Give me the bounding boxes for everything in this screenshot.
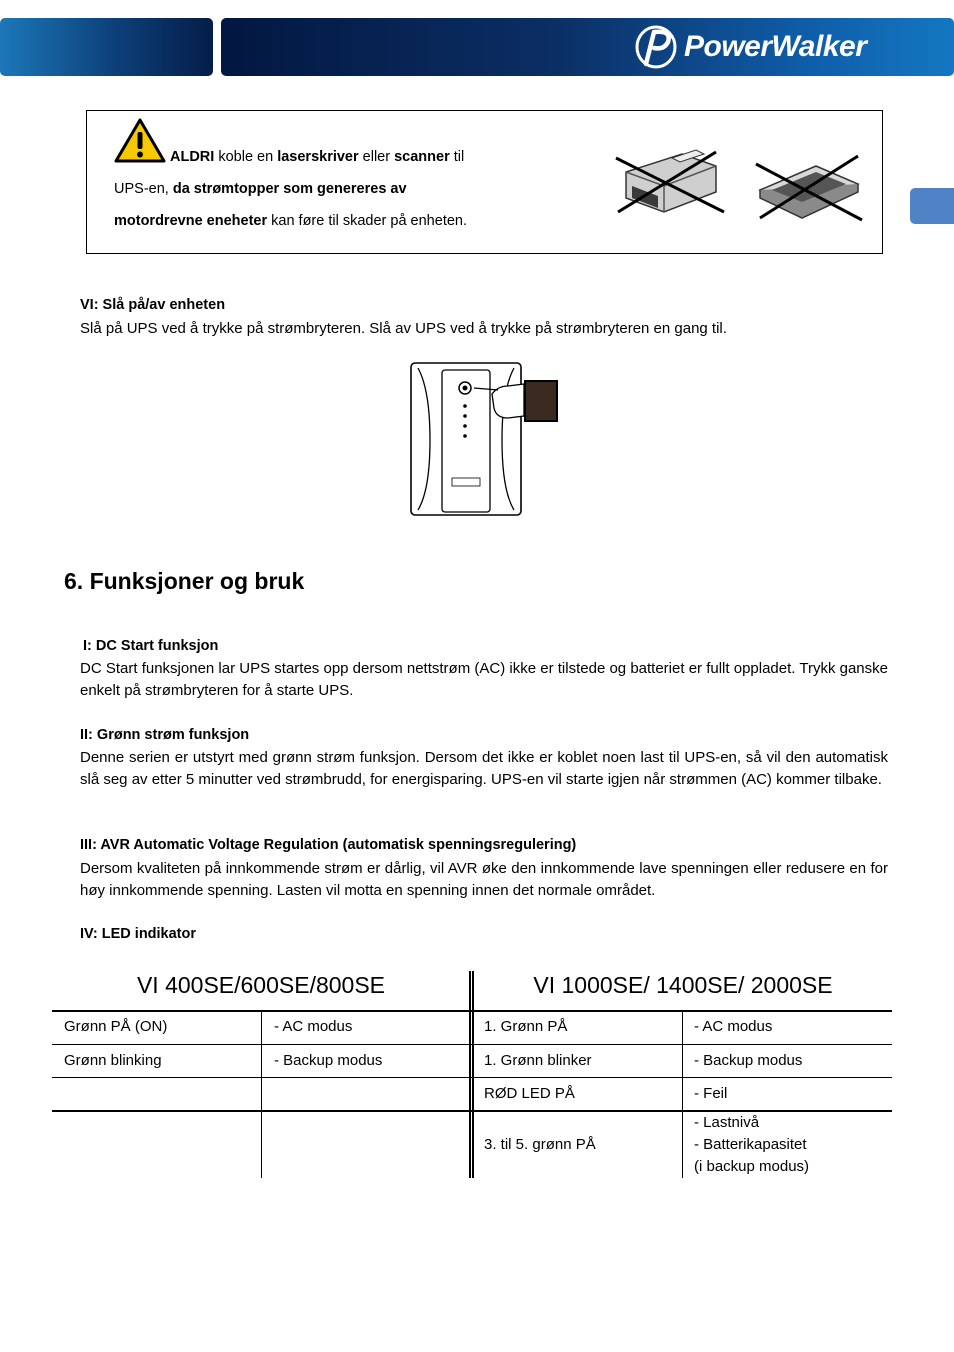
table-cell: 1. Grønn blinker <box>484 1052 592 1069</box>
table-cell: (i backup modus) <box>694 1158 810 1175</box>
table-cell: RØD LED PÅ <box>484 1085 575 1102</box>
warning-text-run: eller <box>358 149 395 165</box>
table-cell: - AC modus <box>694 1018 773 1035</box>
warning-text-run: da strømtopper som genereres av <box>172 181 407 197</box>
table-cell: - Batterikapasitet <box>694 1136 807 1153</box>
table-left-title: VI 400SE/600SE/800SE <box>136 972 386 998</box>
table-cell: - AC modus <box>274 1018 353 1035</box>
brand-name: PowerWalker <box>684 30 867 63</box>
warning-text-run: laserskriver <box>277 149 359 165</box>
warning-text-run: UPS-en, <box>114 181 173 197</box>
section-vi-heading: VI: Slå på/av enheten <box>80 297 226 313</box>
ups-power-button-illustration <box>408 360 560 518</box>
warning-text-run: ALDRI <box>170 149 215 165</box>
green-power-heading: II: Grønn strøm funksjon <box>80 727 250 743</box>
warning-text-run: motordrevne eneheter <box>114 213 268 229</box>
warning-text-run: koble en <box>214 149 278 165</box>
table-row-rule-2 <box>52 1077 892 1078</box>
table-divider-b <box>472 971 474 1178</box>
table-row-rule-3 <box>52 1110 892 1112</box>
table-cell: - Backup modus <box>694 1052 803 1069</box>
powerwalker-logo <box>632 24 944 70</box>
table-header-rule <box>52 1010 892 1012</box>
table-cell: Grønn blinking <box>64 1052 162 1069</box>
warning-text-run: til <box>449 149 465 165</box>
page-section-title: 6. Funksjoner og bruk <box>64 568 305 594</box>
table-divider-a <box>469 971 471 1178</box>
dc-start-text: DC Start funksjonen lar UPS startes opp dersom nettstrøm (AC) ikke er tilstede og batteriet er fullt oppladet. Trykk ganske enkelt på strømbryteren for å starte UPS. <box>80 660 888 699</box>
warning-text-run: kan føre til skader på enheten. <box>267 213 468 229</box>
avr-heading: III: AVR Automatic Voltage Regulation (automatisk spenningsregulering) <box>80 837 577 853</box>
table-cell: 1. Grønn PÅ <box>484 1018 568 1035</box>
table-cell: Grønn PÅ (ON) <box>64 1018 168 1035</box>
table-col-line-left <box>261 1011 262 1178</box>
warning-line-3 <box>114 211 467 231</box>
led-indicator-heading: IV: LED indikator <box>80 926 197 942</box>
scanner-crossed-icon <box>750 150 866 222</box>
table-cell: - Backup modus <box>274 1052 383 1069</box>
warning-triangle-icon <box>114 118 166 164</box>
laser-printer-crossed-icon <box>612 146 728 218</box>
table-cell: 3. til 5. grønn PÅ <box>484 1136 596 1153</box>
table-col-line-right <box>682 1011 683 1178</box>
warning-text-run: scanner <box>394 149 450 165</box>
section-vi-text: Slå på UPS ved å trykke på strømbryteren. Slå av UPS ved å trykke på strømbryteren en gang til. <box>80 320 727 337</box>
logo-mark-icon <box>632 24 684 70</box>
side-tab-marker <box>910 188 954 224</box>
table-cell: - Feil <box>694 1085 728 1102</box>
header-band-left <box>0 18 213 76</box>
table-right-title: VI 1000SE/ 1400SE/ 2000SE <box>533 972 833 998</box>
warning-line-2 <box>114 179 407 199</box>
table-row-rule-1 <box>52 1044 892 1045</box>
table-cell: - Lastnivå <box>694 1114 760 1131</box>
avr-text: Dersom kvaliteten på innkommende strøm er dårlig, vil AVR øke den innkommende lave spenningen eller redusere en for høy innkommende spenning. Lasten vil motta en spenning innen det normale området. <box>80 860 888 899</box>
warning-line-1 <box>170 147 464 167</box>
dc-start-heading: I: DC Start funksjon <box>83 638 219 654</box>
green-power-text: Denne serien er utstyrt med grønn strøm funksjon. Dersom det ikke er koblet noen last til UPS-en, så vil den automatisk slå seg av etter 5 minutter ved strømbrudd, for energisparing. UPS-en vil starte igjen når strømmen (AC) kommer tilbake. <box>80 749 888 788</box>
